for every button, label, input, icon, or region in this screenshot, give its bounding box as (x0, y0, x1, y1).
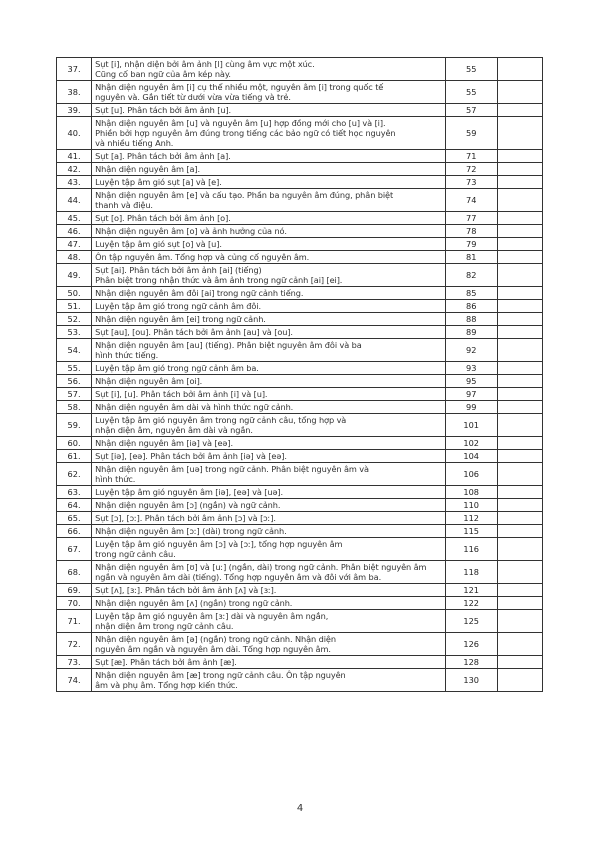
row-page: 126 (445, 633, 497, 656)
row-page: 125 (445, 610, 497, 633)
table-row (57, 486, 543, 499)
row-number: 71. (57, 610, 92, 633)
row-number: 64. (57, 499, 92, 512)
row-blank-cell (497, 486, 542, 499)
row-blank-cell (497, 212, 542, 225)
row-page: 93 (445, 362, 497, 375)
row-page: 106 (445, 463, 497, 486)
table-row (57, 450, 543, 463)
row-blank-cell (497, 499, 542, 512)
row-title: Sụt [a]. Phân tách bởi âm ảnh [a]. (92, 150, 445, 163)
row-page: 95 (445, 375, 497, 388)
row-title: Ôn tập nguyên âm. Tổng hợp và củng cố nguyên âm. (92, 251, 445, 264)
row-blank-cell (497, 538, 542, 561)
table-row (57, 326, 543, 339)
row-page: 82 (445, 264, 497, 287)
row-page: 112 (445, 512, 497, 525)
table-row (57, 81, 543, 104)
row-blank-cell (497, 633, 542, 656)
row-page: 101 (445, 414, 497, 437)
table-row (57, 189, 543, 212)
row-blank-cell (497, 610, 542, 633)
row-title: Nhận diện nguyên âm [oi]. (92, 375, 445, 388)
row-blank-cell (497, 238, 542, 251)
table-row (57, 300, 543, 313)
row-blank-cell (497, 251, 542, 264)
row-page: 85 (445, 287, 497, 300)
row-page: 115 (445, 525, 497, 538)
row-title: Luyện tập âm gió nguyên âm [ɜː] dài và nguyên âm ngắn, nhận diện âm trong ngữ cảnh câu. (92, 610, 445, 633)
row-number: 73. (57, 656, 92, 669)
row-number: 57. (57, 388, 92, 401)
row-number: 50. (57, 287, 92, 300)
row-page: 88 (445, 313, 497, 326)
row-number: 47. (57, 238, 92, 251)
row-page: 73 (445, 176, 497, 189)
row-blank-cell (497, 597, 542, 610)
row-blank-cell (497, 117, 542, 150)
row-title: Sụt [i], [u]. Phân tách bởi âm ảnh [i] và [u]. (92, 388, 445, 401)
row-title: Sụt [ai]. Phân tách bởi âm ảnh [ai] (tiếng) Phân biệt trong nhận thức và âm ảnh trong ngữ cảnh [ai] [ei]. (92, 264, 445, 287)
row-page: 55 (445, 58, 497, 81)
table-row (57, 669, 543, 692)
table-row (57, 656, 543, 669)
row-blank-cell (497, 512, 542, 525)
row-blank-cell (497, 584, 542, 597)
table-row (57, 163, 543, 176)
row-blank-cell (497, 339, 542, 362)
row-page: 122 (445, 597, 497, 610)
row-number: 44. (57, 189, 92, 212)
row-number: 46. (57, 225, 92, 238)
table-row (57, 176, 543, 189)
row-title: Nhận diện nguyên âm [ə] (ngắn) trong ngữ cảnh. Nhận diện nguyên âm ngắn và nguyên âm dài. Tổng hợp nguyên âm. (92, 633, 445, 656)
row-page: 77 (445, 212, 497, 225)
row-blank-cell (497, 669, 542, 692)
table-row (57, 251, 543, 264)
page-number: 4 (296, 803, 304, 814)
row-blank-cell (497, 225, 542, 238)
table-row (57, 414, 543, 437)
row-number: 65. (57, 512, 92, 525)
row-title: Sụt [æ]. Phân tách bởi âm ảnh [æ]. (92, 656, 445, 669)
table-row (57, 264, 543, 287)
row-blank-cell (497, 58, 542, 81)
row-page: 59 (445, 117, 497, 150)
row-page: 57 (445, 104, 497, 117)
row-page: 130 (445, 669, 497, 692)
row-page: 89 (445, 326, 497, 339)
row-number: 67. (57, 538, 92, 561)
row-number: 61. (57, 450, 92, 463)
table-row (57, 437, 543, 450)
row-title: Luyện tập âm gió nguyên âm trong ngữ cảnh câu, tổng hợp và nhận diện âm, nguyên âm dài và ngắn. (92, 414, 445, 437)
table-row (57, 388, 543, 401)
row-number: 45. (57, 212, 92, 225)
table-row (57, 633, 543, 656)
table-row (57, 512, 543, 525)
row-number: 38. (57, 81, 92, 104)
row-page: 72 (445, 163, 497, 176)
row-number: 70. (57, 597, 92, 610)
row-page: 92 (445, 339, 497, 362)
row-title: Nhận diện nguyên âm [ɔ] (ngắn) và ngữ cảnh. (92, 499, 445, 512)
row-blank-cell (497, 561, 542, 584)
row-page: 71 (445, 150, 497, 163)
row-page: 99 (445, 401, 497, 414)
table-row (57, 597, 543, 610)
table-row (57, 58, 543, 81)
row-blank-cell (497, 313, 542, 326)
row-blank-cell (497, 104, 542, 117)
row-blank-cell (497, 401, 542, 414)
row-number: 48. (57, 251, 92, 264)
table-row (57, 117, 543, 150)
row-page: 78 (445, 225, 497, 238)
row-page: 79 (445, 238, 497, 251)
row-title: Nhận diện nguyên âm [a]. (92, 163, 445, 176)
table-row (57, 538, 543, 561)
row-title: Luyện tập âm gió sụt [o] và [u]. (92, 238, 445, 251)
row-blank-cell (497, 326, 542, 339)
row-number: 72. (57, 633, 92, 656)
row-blank-cell (497, 264, 542, 287)
table-row (57, 225, 543, 238)
row-page: 102 (445, 437, 497, 450)
row-page: 104 (445, 450, 497, 463)
row-number: 51. (57, 300, 92, 313)
row-number: 41. (57, 150, 92, 163)
row-page: 86 (445, 300, 497, 313)
row-number: 53. (57, 326, 92, 339)
table-row (57, 339, 543, 362)
row-page: 81 (445, 251, 497, 264)
row-number: 58. (57, 401, 92, 414)
row-title: Nhận diện nguyên âm [o] và ảnh hưởng của nó. (92, 225, 445, 238)
table-row (57, 104, 543, 117)
row-title: Luyện tập âm gió trong ngữ cảnh âm đôi. (92, 300, 445, 313)
row-blank-cell (497, 450, 542, 463)
row-number: 74. (57, 669, 92, 692)
row-number: 52. (57, 313, 92, 326)
row-title: Nhận diện nguyên âm [u] và nguyên âm [u] hợp đồng mới cho [u] và [i]. Phiền bởi hợp nguyên âm đúng trong tiếng các bảo ngữ có tiết học nguyên và nhiều tiếng Anh. (92, 117, 445, 150)
row-blank-cell (497, 388, 542, 401)
row-blank-cell (497, 189, 542, 212)
row-number: 69. (57, 584, 92, 597)
row-title: Sụt [u]. Phân tách bởi âm ảnh [u]. (92, 104, 445, 117)
row-title: Nhận diện nguyên âm dài và hình thức ngữ cảnh. (92, 401, 445, 414)
table-row (57, 499, 543, 512)
row-title: Sụt [au], [ou]. Phân tách bởi âm ảnh [au] và [ou]. (92, 326, 445, 339)
row-page: 116 (445, 538, 497, 561)
table-row (57, 401, 543, 414)
table-row (57, 362, 543, 375)
row-title: Luyện tập âm gió trong ngữ cảnh âm ba. (92, 362, 445, 375)
row-number: 55. (57, 362, 92, 375)
row-blank-cell (497, 287, 542, 300)
row-title: Sụt [o]. Phân tách bởi âm ảnh [o]. (92, 212, 445, 225)
row-title: Nhận diện nguyên âm [uə] trong ngữ cảnh. Phân biệt nguyên âm và hình thức. (92, 463, 445, 486)
row-blank-cell (497, 176, 542, 189)
row-title: Sụt [iə], [eə]. Phân tách bởi âm ảnh [iə] và [eə]. (92, 450, 445, 463)
row-blank-cell (497, 150, 542, 163)
row-number: 39. (57, 104, 92, 117)
table-row (57, 238, 543, 251)
contents-table (56, 57, 543, 692)
row-title: Nhận diện nguyên âm [ʊ] và [uː] (ngắn, dài) trong ngữ cảnh. Phân biệt nguyên âm ngắn và nguyên âm dài (tiếng). Tổng hợp nguyên âm và đôi với âm ba. (92, 561, 445, 584)
table-row (57, 463, 543, 486)
row-title: Nhận diện nguyên âm [æ] trong ngữ cảnh câu. Ôn tập nguyên âm và phụ âm. Tổng hợp kiến thức. (92, 669, 445, 692)
row-blank-cell (497, 362, 542, 375)
row-title: Nhận diện nguyên âm [ʌ] (ngắn) trong ngữ cảnh. (92, 597, 445, 610)
row-blank-cell (497, 81, 542, 104)
row-page: 121 (445, 584, 497, 597)
row-blank-cell (497, 463, 542, 486)
row-number: 49. (57, 264, 92, 287)
row-number: 66. (57, 525, 92, 538)
row-title: Nhận diện nguyên âm [ɔː] (dài) trong ngữ cảnh. (92, 525, 445, 538)
row-page: 128 (445, 656, 497, 669)
row-blank-cell (497, 300, 542, 313)
row-number: 63. (57, 486, 92, 499)
row-number: 54. (57, 339, 92, 362)
row-page: 108 (445, 486, 497, 499)
row-number: 56. (57, 375, 92, 388)
row-number: 37. (57, 58, 92, 81)
row-blank-cell (497, 525, 542, 538)
row-title: Luyện tập âm gió nguyên âm [iə], [eə] và [uə]. (92, 486, 445, 499)
table-row (57, 150, 543, 163)
row-title: Sụt [ɔ], [ɔː]. Phân tách bởi âm ảnh [ɔ] và [ɔː]. (92, 512, 445, 525)
row-title: Nhận diện nguyên âm [iə] và [eə]. (92, 437, 445, 450)
row-title: Nhận diện nguyên âm đôi [ai] trong ngữ cảnh tiếng. (92, 287, 445, 300)
row-blank-cell (497, 375, 542, 388)
row-title: Nhận diện nguyên âm [au] (tiếng). Phân biệt nguyên âm đôi và ba hình thức tiếng. (92, 339, 445, 362)
table-row (57, 212, 543, 225)
table-row (57, 525, 543, 538)
table-row (57, 287, 543, 300)
row-number: 40. (57, 117, 92, 150)
row-page: 110 (445, 499, 497, 512)
row-blank-cell (497, 656, 542, 669)
table-row (57, 610, 543, 633)
row-page: 118 (445, 561, 497, 584)
row-number: 43. (57, 176, 92, 189)
row-page: 74 (445, 189, 497, 212)
row-number: 42. (57, 163, 92, 176)
table-row (57, 561, 543, 584)
row-number: 68. (57, 561, 92, 584)
row-title: Sụt [ʌ], [ɜː]. Phân tách bởi âm ảnh [ʌ] và [ɜː]. (92, 584, 445, 597)
row-number: 60. (57, 437, 92, 450)
row-blank-cell (497, 163, 542, 176)
row-number: 59. (57, 414, 92, 437)
row-blank-cell (497, 414, 542, 437)
row-title: Sụt [i], nhận diện bởi âm ảnh [l] cùng âm vực một xúc. Cũng cố ban ngữ của âm kép này. (92, 58, 445, 81)
row-title: Nhận diện nguyên âm [e] và cấu tạo. Phần ba nguyên âm đúng, phân biệt thanh và điệu. (92, 189, 445, 212)
table-row (57, 375, 543, 388)
row-number: 62. (57, 463, 92, 486)
row-title: Nhận diện nguyên âm [ei] trong ngữ cảnh. (92, 313, 445, 326)
row-title: Nhận diện nguyên âm [i] cụ thể nhiều một, nguyên âm [i] trong quốc tế nguyên và. Gắn tiết từ dưới vừa vừa tiếng và trẻ. (92, 81, 445, 104)
row-title: Luyện tập âm gió sụt [a] và [e]. (92, 176, 445, 189)
table-row (57, 313, 543, 326)
row-blank-cell (497, 437, 542, 450)
row-page: 55 (445, 81, 497, 104)
row-title: Luyện tập âm gió nguyên âm [ɔ] và [ɔː], tổng hợp nguyên âm trong ngữ cảnh câu. (92, 538, 445, 561)
table-row (57, 584, 543, 597)
row-page: 97 (445, 388, 497, 401)
